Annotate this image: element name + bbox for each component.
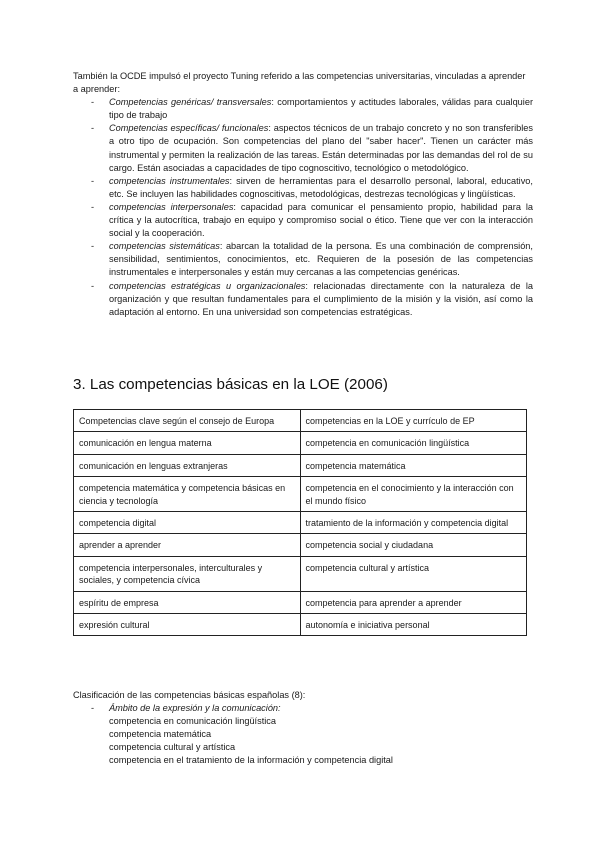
intro-section: [73, 70, 533, 319]
sub-item: competencia en comunicación lingüística: [109, 716, 276, 727]
table-cell: comunicación en lenguas extranjeras: [74, 454, 301, 476]
list-item-text: : comportamientos y actitudes laborales, válidas para cualquier tipo de trabajo: [109, 97, 533, 121]
competencies-comparison-table: [73, 409, 527, 636]
list-item: [73, 122, 533, 174]
table-row: [74, 410, 527, 432]
list-item: [73, 96, 533, 122]
intro-paragraph: También la OCDE impulsó el proyecto Tuning referido a las competencias universitarias, vinculadas a aprender a aprender:: [73, 71, 526, 95]
list-item-text: : abarcan la totalidad de la persona. Es una combinación de comprensión, sensibilidad, sentimientos, conocimientos, etc. Requieren de la posesión de las competencias instrumentales e interpersonales y están muy cercanas a las competencias genéricas.: [109, 241, 533, 278]
classification-lead: Clasificación de las competencias básicas españolas (8):: [73, 690, 306, 700]
list-item-text: : aspectos técnicos de un trabajo concreto y no son transferibles a otro tipo de ocupación. Son competencias del plano del "saber hacer". Tienen un carácter más instrumental y permiten la realización de las tareas. Están determinadas por las demandas del rol de su cargo. Están asociadas a capacidades de tipo cognoscitivo, tecnológico o metodológico.: [109, 123, 533, 173]
table-row: [74, 432, 527, 454]
list-item: [73, 702, 533, 715]
table-cell: competencia matemática y competencia básicas en ciencia y tecnología: [74, 477, 301, 512]
table-cell: competencia en el conocimiento y la interacción con el mundo físico: [300, 477, 527, 512]
list-item-term: competencias estratégicas u organizacionales: [109, 280, 306, 291]
table-row: [74, 556, 527, 591]
table-cell: aprender a aprender: [74, 534, 301, 556]
sub-item: competencia matemática: [109, 729, 212, 740]
table-row: [74, 454, 527, 476]
table-cell: expresión cultural: [74, 614, 301, 636]
list-item-text: : capacidad para comunicar el pensamiento propio, habilidad para la crítica y la autocrítica, trabajo en equipo y compromiso social o ético. Tiene que ver con la interacción social y la cooperación.: [109, 201, 533, 239]
classification-list: [73, 702, 533, 715]
classification-section: [73, 689, 533, 768]
list-item: [73, 240, 533, 279]
table-cell: tratamiento de la información y competencia digital: [300, 512, 527, 534]
table-row: [74, 512, 527, 534]
list-item-term: competencias interpersonales: [109, 201, 234, 212]
sub-item: competencia cultural y artística: [109, 742, 236, 753]
table-row: [74, 614, 527, 636]
table-row: [74, 591, 527, 613]
table-row: [74, 534, 527, 556]
table-cell: competencia social y ciudadana: [300, 534, 527, 556]
section-heading: 3. Las competencias básicas en la LOE (2006): [73, 376, 388, 393]
list-item-term: Competencias genéricas/ transversales: [109, 97, 272, 108]
table-cell: competencia digital: [74, 512, 301, 534]
table-cell: comunicación en lengua materna: [74, 432, 301, 454]
table-cell: autonomía e iniciativa personal: [300, 614, 527, 636]
list-item: [73, 201, 533, 240]
list-item-text: : relacionadas directamente con la naturaleza de la organización y que resultan fundamentales para el cumplimiento de la misión y la visión, así como la adaptación al entorno. En una universidad son competencias estratégicas.: [109, 280, 533, 317]
list-item: [73, 175, 533, 201]
table-cell: competencia cultural y artística: [300, 556, 527, 591]
list-item-term: competencias sistemáticas: [109, 241, 220, 252]
table-cell: competencia interpersonales, interculturales y sociales, y competencia cívica: [74, 556, 301, 591]
table-cell: espíritu de empresa: [74, 591, 301, 613]
table-row: [74, 477, 527, 512]
list-item-text: : sirven de herramientas para el desarrollo personal, laboral, educativo, etc. Se incluyen las habilidades cognoscitivas, metodológicas, destrezas tecnológicas y lingüísticas.: [109, 175, 533, 199]
list-item: [73, 280, 533, 319]
list-item-term: Competencias específicas/ funcionales: [109, 123, 269, 134]
table-cell: competencia matemática: [300, 454, 527, 476]
ambito-heading: Ámbito de la expresión y la comunicación:: [109, 703, 281, 714]
list-item-term: competencias instrumentales: [109, 175, 230, 186]
table-cell: competencia para aprender a aprender: [300, 591, 527, 613]
sub-item: competencia en el tratamiento de la información y competencia digital: [109, 755, 393, 766]
table-cell: Competencias clave según el consejo de Europa: [74, 410, 301, 432]
table-cell: competencia en comunicación lingüística: [300, 432, 527, 454]
table-cell: competencias en la LOE y currículo de EP: [300, 410, 527, 432]
competency-type-list: [73, 96, 533, 319]
